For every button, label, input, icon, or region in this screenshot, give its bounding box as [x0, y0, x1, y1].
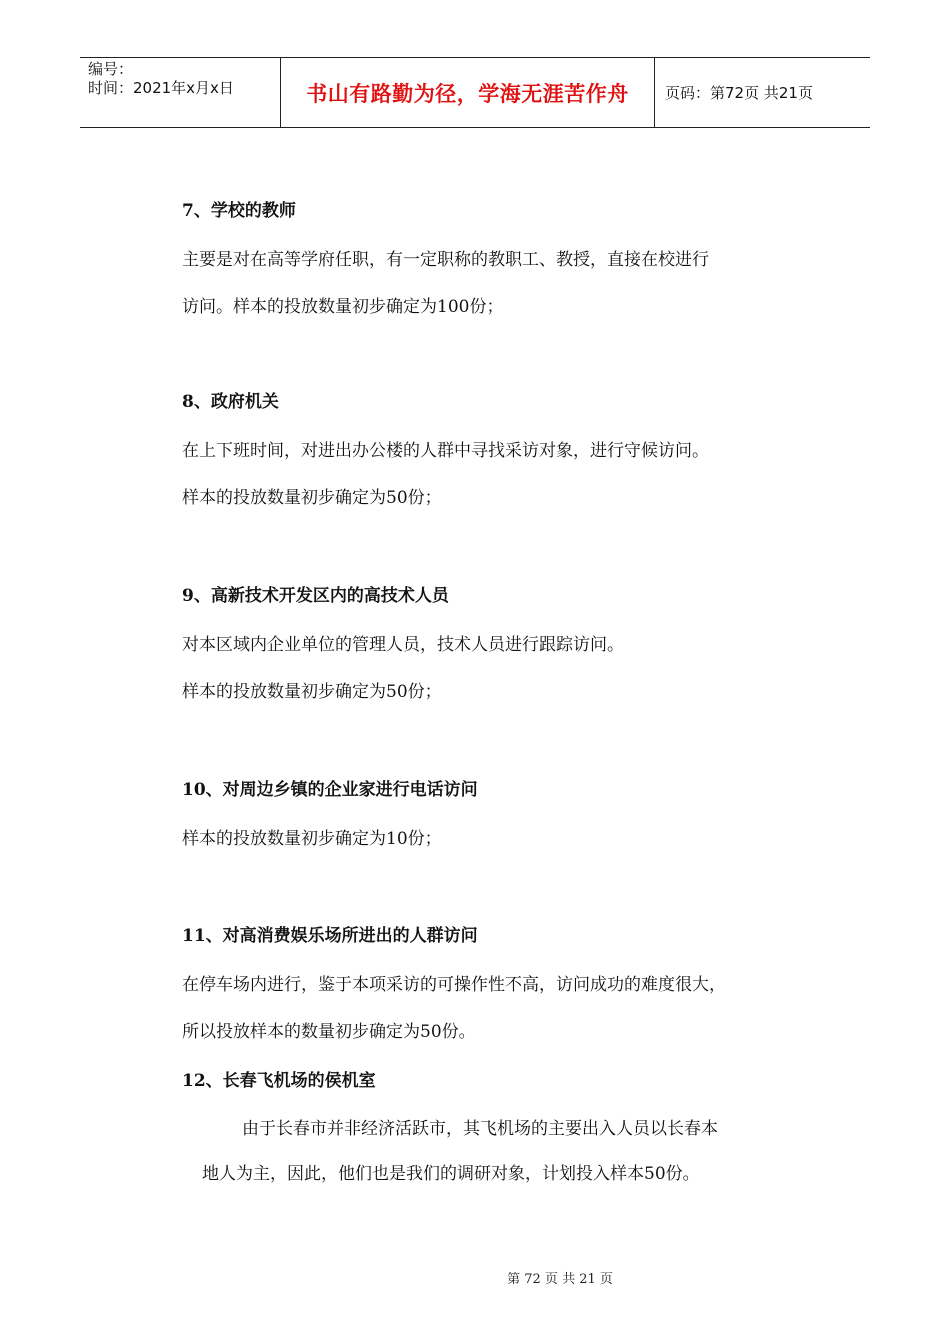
- section-heading-8: 8、政府机关: [182, 392, 279, 412]
- serial-number-label: 编号：: [88, 60, 134, 78]
- page-header: [80, 57, 870, 128]
- header-meta: [80, 58, 281, 127]
- section-12-line-1: 由于长春市并非经济活跃市，其飞机场的主要出入人员以长春本: [242, 1119, 718, 1139]
- section-8-line-1: 在上下班时间，对进出办公楼的人群中寻找采访对象，进行守候访问。: [182, 441, 709, 461]
- section-heading-10: 10、对周边乡镇的企业家进行电话访问: [182, 780, 478, 800]
- section-heading-11: 11、对高消费娱乐场所进出的人群访问: [182, 926, 478, 946]
- header-page-info: 页码：第72页 共21页: [665, 84, 813, 102]
- section-8-line-2: 样本的投放数量初步确定为50份；: [182, 488, 442, 508]
- section-11-line-1: 在停车场内进行，鉴于本项采访的可操作性不高，访问成功的难度很大，: [182, 975, 726, 995]
- section-9-line-1: 对本区域内企业单位的管理人员，技术人员进行跟踪访问。: [182, 635, 624, 655]
- date-label: 时间：2021年x月x日: [88, 79, 234, 97]
- section-heading-9: 9、高新技术开发区内的高技术人员: [182, 586, 449, 606]
- section-heading-12: 12、长春飞机场的侯机室: [182, 1071, 376, 1091]
- section-7-line-2: 访问。样本的投放数量初步确定为100份；: [182, 297, 504, 317]
- section-9-line-2: 样本的投放数量初步确定为50份；: [182, 682, 442, 702]
- section-heading-7: 7、学校的教师: [182, 201, 296, 221]
- section-12-line-2: 地人为主，因此，他们也是我们的调研对象，计划投入样本50份。: [202, 1164, 700, 1184]
- header-motto: 书山有路勤为径，学海无涯苦作舟: [281, 58, 655, 127]
- section-11-line-2: 所以投放样本的数量初步确定为50份。: [182, 1022, 476, 1042]
- section-7-line-1: 主要是对在高等学府任职，有一定职称的教职工、教授，直接在校进行: [182, 250, 709, 270]
- section-10-line-1: 样本的投放数量初步确定为10份；: [182, 829, 442, 849]
- page-footer: 第 72 页 共 21 页: [507, 1272, 613, 1287]
